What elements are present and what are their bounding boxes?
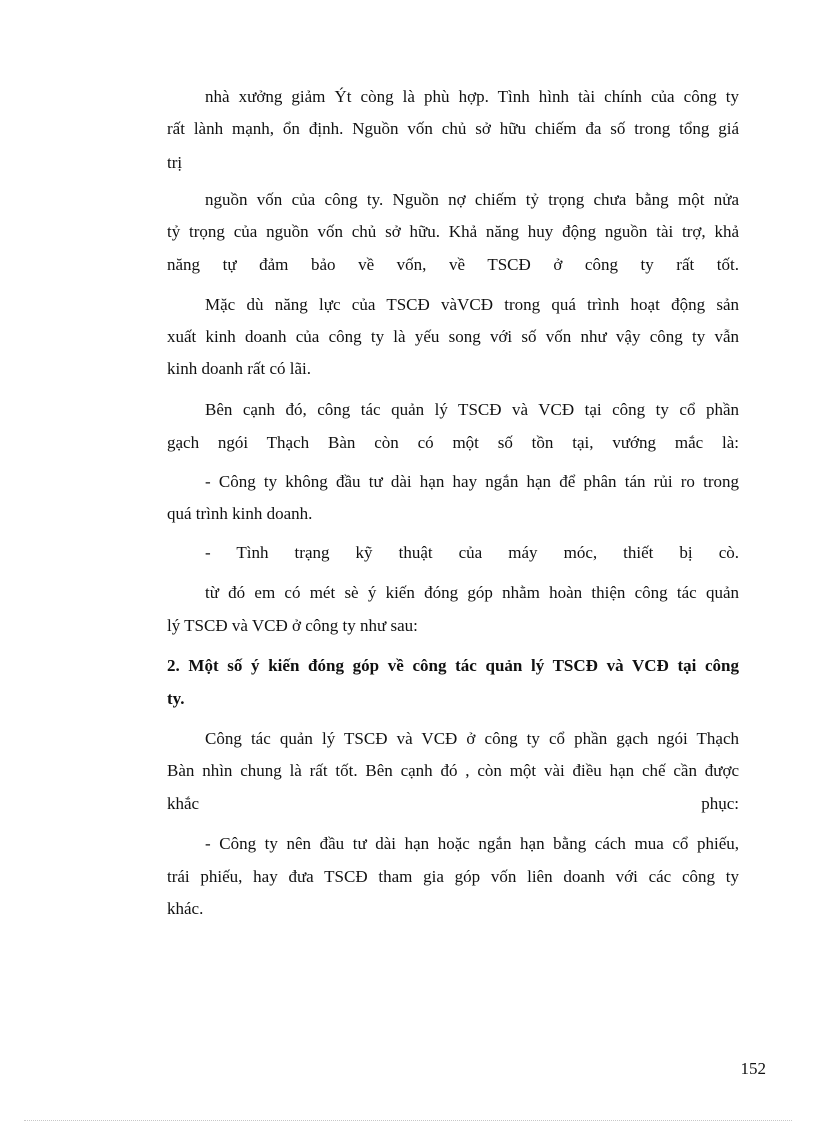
text-line: - Công ty không đầu tư dài hạn hay ngắn hạn để phân tán rủi ro trong bbox=[205, 472, 739, 491]
text-line: rất lành mạnh, ổn định. Nguồn vốn chủ sở hữu chiếm đa số trong tổng giá bbox=[167, 119, 739, 138]
section-heading: 2. Một số ý kiến đóng góp về công tác quản lý TSCĐ và VCĐ tại công bbox=[167, 656, 739, 675]
text-line: trị bbox=[167, 153, 183, 172]
page-border bbox=[24, 1120, 792, 1121]
text-line: khác. bbox=[167, 899, 204, 918]
text-line: - Tình trạng kỹ thuật của máy móc, thiết bị cò. bbox=[205, 543, 739, 562]
text-word: khắc bbox=[167, 794, 200, 813]
page-number: 152 bbox=[740, 1059, 766, 1078]
text-line: gạch ngói Thạch Bàn còn có một số tồn tại, vướng mắc là: bbox=[167, 433, 739, 452]
text-line: Bên cạnh đó, công tác quản lý TSCĐ và VCĐ tại công ty cổ phần bbox=[205, 400, 739, 419]
text-line: Công tác quản lý TSCĐ và VCĐ ở công ty cổ phần gạch ngói Thạch bbox=[205, 729, 739, 748]
text-line: - Công ty nên đầu tư dài hạn hoặc ngắn hạn bằng cách mua cổ phiếu, bbox=[205, 834, 739, 853]
text-line: lý TSCĐ và VCĐ ở công ty như sau: bbox=[167, 616, 418, 635]
text-line: kinh doanh rất có lãi. bbox=[167, 359, 311, 378]
text-line: Mặc dù năng lực của TSCĐ vàVCĐ trong quá trình hoạt động sản bbox=[205, 295, 739, 314]
text-line-split bbox=[167, 793, 739, 815]
text-word: phục: bbox=[701, 794, 739, 813]
text-line: quá trình kinh doanh. bbox=[167, 504, 313, 523]
text-line: năng tự đảm bảo về vốn, về TSCĐ ở công ty rất tốt. bbox=[167, 255, 739, 274]
text-line: tỷ trọng của nguồn vốn chủ sở hữu. Khả năng huy động nguồn tài trợ, khả bbox=[167, 222, 739, 241]
text-line: từ đó em có mét sè ý kiến đóng góp nhằm hoàn thiện công tác quản bbox=[205, 583, 739, 602]
section-heading-cont: ty. bbox=[167, 689, 185, 708]
text-line: nhà xưởng giảm Ýt còng là phù hợp. Tình hình tài chính của công ty bbox=[205, 87, 739, 106]
text-line: trái phiếu, hay đưa TSCĐ tham gia góp vốn liên doanh với các công ty bbox=[167, 867, 739, 886]
text-line: Bàn nhìn chung là rất tốt. Bên cạnh đó , còn một vài điều hạn chế cần được bbox=[167, 761, 739, 780]
text-line: xuất kinh doanh của công ty là yếu song với số vốn như vậy công ty vẫn bbox=[167, 327, 739, 346]
text-line: nguồn vốn của công ty. Nguồn nợ chiếm tỷ trọng chưa bằng một nửa bbox=[205, 190, 739, 209]
